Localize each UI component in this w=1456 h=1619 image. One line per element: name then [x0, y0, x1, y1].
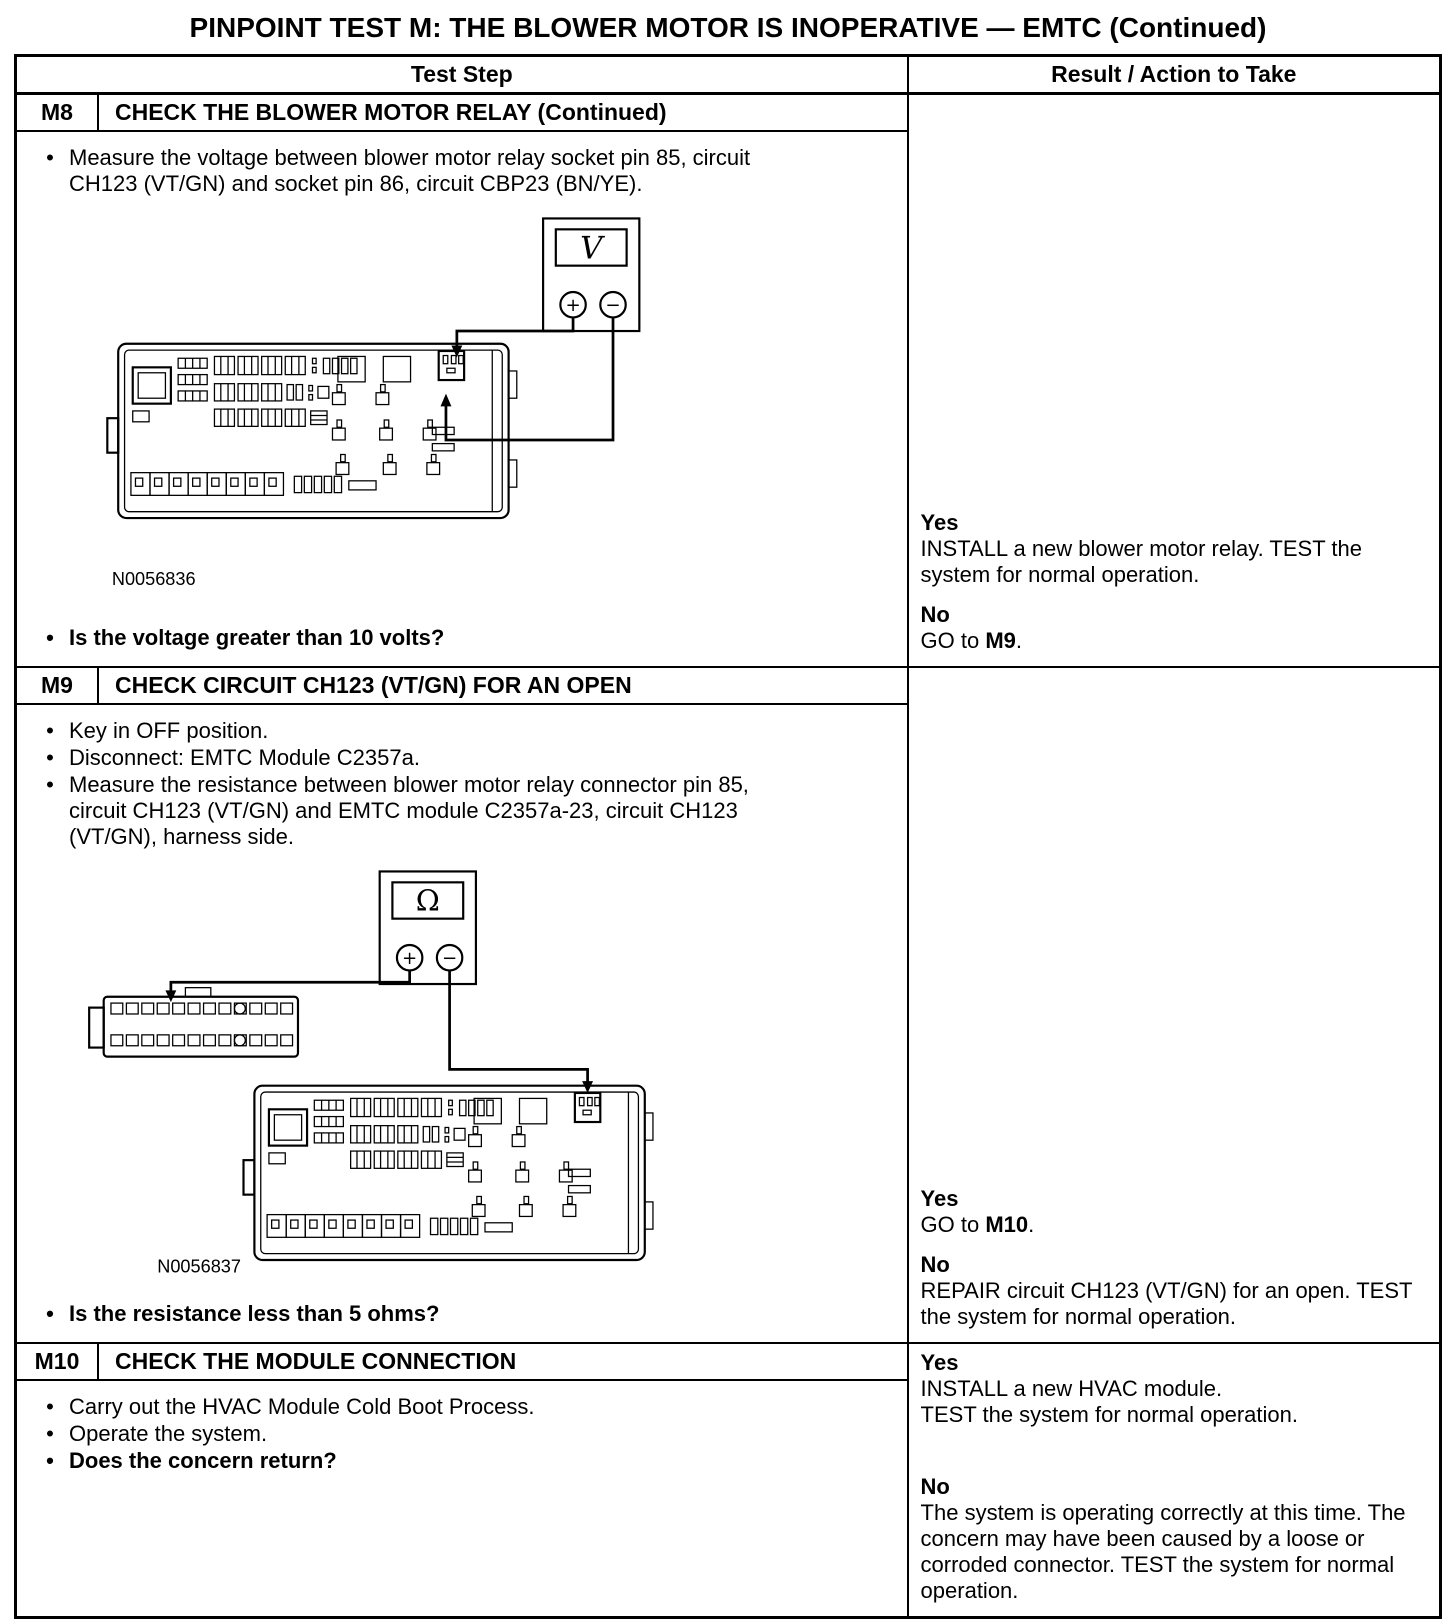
no-label: No: [920, 602, 950, 628]
m9-diagram: [71, 866, 761, 1279]
question-text: • Does the concern return?: [69, 1447, 337, 1473]
figure-m8: [71, 213, 899, 609]
result-cell-m9: [908, 667, 1441, 1343]
bullet-text: • Measure the resistance between blower motor relay connector pin 85, circuit CH123 (VT/GN) and EMTC module C2357a-23, circuit CH123 (VT/GN), harness side.: [69, 772, 749, 850]
svg-text:+: +: [565, 294, 581, 316]
step-id-m9: M9: [17, 668, 99, 703]
svg-text:+: +: [402, 948, 418, 970]
yes-text-line2: TEST the system for normal operation.: [920, 1401, 1298, 1427]
svg-text:−: −: [441, 948, 458, 970]
step-title-m9: CHECK CIRCUIT CH123 (VT/GN) FOR AN OPEN: [115, 672, 632, 699]
fuse-box-drawing: [107, 344, 516, 518]
bullet-text: • Key in OFF position.: [69, 718, 269, 744]
step-id-m8: M8: [17, 95, 99, 130]
step-title-m8: CHECK THE BLOWER MOTOR RELAY (Continued): [115, 99, 667, 125]
yes-text-suffix: .: [1028, 1212, 1035, 1238]
test-step-cell-m10: [16, 1343, 908, 1617]
yes-label: Yes: [920, 510, 959, 536]
step-band-m10: [17, 1344, 907, 1381]
minus-probe-icon: [600, 292, 625, 317]
no-label: No: [920, 1473, 950, 1499]
svg-text:−: −: [605, 294, 621, 316]
no-text: The system is operating correctly at this time. The concern may have been caused by a loose or corroded connector. TEST the system for normal operation.: [920, 1499, 1406, 1603]
no-text-prefix: GO to: [920, 628, 986, 654]
plus-probe-icon: [560, 292, 585, 317]
result-cell-m10: [908, 1343, 1441, 1617]
col-header-result: Result / Action to Take: [908, 56, 1441, 94]
yes-label: Yes: [920, 1350, 959, 1376]
bullet-item: [31, 1421, 899, 1447]
yes-label: Yes: [920, 1186, 959, 1212]
bullet-item: [31, 1394, 899, 1420]
pinpoint-test-table: [14, 54, 1442, 1619]
result-cell-m8: [908, 94, 1441, 668]
bullet-item: [31, 772, 899, 850]
yes-text: INSTALL a new blower motor relay. TEST the system for normal operation.: [920, 536, 1362, 588]
harness-connector: [89, 988, 298, 1057]
fuse-box-drawing: [244, 1086, 653, 1260]
bullet-item: [31, 718, 899, 744]
step-title-m10: CHECK THE MODULE CONNECTION: [115, 1348, 517, 1375]
result-no-m8: [921, 602, 1427, 654]
bullet-text: • Measure the voltage between blower motor relay socket pin 85, circuit CH123 (VT/GN) and socket pin 86, circuit CBP23 (BN/YE).: [69, 145, 751, 196]
step-body-m10: [17, 1381, 907, 1489]
no-text: REPAIR circuit CH123 (VT/GN) for an open. TEST the system for normal operation.: [920, 1278, 1413, 1330]
bullet-item: [31, 145, 899, 197]
question-m9: [31, 1301, 899, 1327]
no-label: No: [920, 1252, 950, 1278]
result-yes-m8: [921, 510, 1427, 588]
row-m8: [16, 94, 1441, 668]
no-text-step-ref: M9: [985, 628, 1016, 654]
yes-text-prefix: GO to: [920, 1212, 986, 1238]
column-header-row: [16, 56, 1441, 94]
result-no-m10: [921, 1474, 1427, 1604]
step-id-m10: M10: [17, 1344, 99, 1379]
bullet-item: [31, 745, 899, 771]
result-yes-m10: [921, 1350, 1427, 1428]
voltmeter-icon: [543, 218, 639, 331]
minus-probe-icon: [437, 945, 462, 970]
step-band-m9: [17, 668, 907, 705]
question-text: • Is the resistance less than 5 ohms?: [69, 1301, 440, 1327]
no-text-suffix: .: [1015, 628, 1023, 654]
test-step-cell-m9: [16, 667, 908, 1343]
row-m10: [16, 1343, 1441, 1617]
question-m8: [31, 625, 899, 651]
row-m9: [16, 667, 1441, 1343]
step-band-m8: [17, 95, 907, 132]
result-no-m9: [921, 1252, 1427, 1330]
step-body-m9: [17, 705, 907, 1342]
no-text: [921, 628, 1427, 654]
bullet-text: • Disconnect: EMTC Module C2357a.: [69, 745, 420, 771]
step-body-m8: [17, 132, 907, 666]
plus-probe-icon: [397, 945, 422, 970]
ohmmeter-symbol: Ω: [415, 883, 440, 918]
test-step-cell-m8: [16, 94, 908, 668]
ohmmeter-icon: [380, 871, 476, 984]
figure-m9: [71, 866, 899, 1285]
yes-text-step-ref: M10: [985, 1212, 1029, 1238]
yes-text-line1: INSTALL a new HVAC module.: [920, 1376, 1223, 1401]
probe-leads: [441, 317, 613, 440]
page-title: PINPOINT TEST M: THE BLOWER MOTOR IS INOPERATIVE — EMTC (Continued): [189, 12, 1267, 43]
m8-diagram: [71, 213, 761, 603]
result-yes-m9: [921, 1186, 1427, 1238]
probe-leads: [165, 970, 593, 1093]
bullet-text: • Operate the system.: [69, 1421, 268, 1446]
question-text: • Is the voltage greater than 10 volts?: [69, 625, 445, 651]
figure-label-m9: N0056837: [157, 1256, 241, 1277]
yes-text: [921, 1212, 1427, 1238]
col-header-test-step: Test Step: [16, 56, 908, 94]
bullet-text: • Carry out the HVAC Module Cold Boot Process.: [69, 1394, 535, 1420]
figure-label-m8: N0056836: [111, 569, 196, 590]
question-m10: [31, 1448, 899, 1474]
voltmeter-symbol: V: [580, 230, 603, 267]
